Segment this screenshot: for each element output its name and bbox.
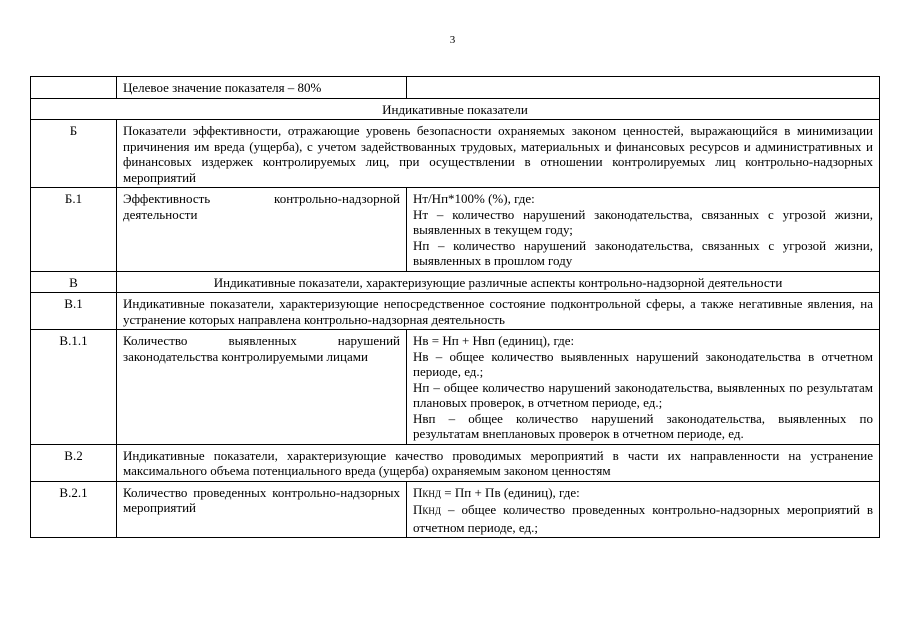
indicator-formula bbox=[407, 188, 880, 272]
formula-line bbox=[413, 485, 873, 503]
formula-line: Нвп – общее количество нарушений законодательства, выявленных по результатам внеплановых проверок в отчетном периоде, ед. bbox=[413, 410, 873, 441]
table-row-target bbox=[31, 77, 880, 99]
empty-cell bbox=[407, 77, 880, 99]
indicator-formula bbox=[407, 481, 880, 538]
indicator-formula bbox=[407, 330, 880, 445]
row-description: Показатели эффективности, отражающие уровень безопасности охраняемых законом ценностей, выражающийся в минимизации причинения им вреда (ущерба), с учетом задействованных трудовых, материальных и финансовых ресурсов и административных и финансовых издержек контролируемых лиц, при осуществлении в отношении контролируемых лиц контрольно-надзорных мероприятий bbox=[117, 120, 880, 188]
indicator-label: Количество проведенных контрольно-надзорных мероприятий bbox=[117, 481, 407, 538]
indicator-label: Эффективность контрольно-надзорной деятельности bbox=[117, 188, 407, 272]
table-row-b1 bbox=[31, 188, 880, 272]
formula-subscript: КНД bbox=[422, 488, 442, 499]
cell-code: В.1.1 bbox=[31, 330, 117, 445]
table-row-v21 bbox=[31, 481, 880, 538]
table-row-indicative-header bbox=[31, 98, 880, 120]
table-row-v2 bbox=[31, 444, 880, 481]
formula-subscript: КНД bbox=[422, 506, 442, 516]
table-row-v bbox=[31, 271, 880, 293]
formula-text: = Пп + Пв (единиц), где: bbox=[441, 484, 580, 500]
formula-text: – общее количество проведенных контрольно-надзорных мероприятий в отчетном периоде, ед.; bbox=[413, 502, 873, 535]
table-row-b bbox=[31, 120, 880, 188]
cell-code bbox=[31, 77, 117, 99]
section-heading: Индикативные показатели, характеризующие различные аспекты контрольно-надзорной деятельности bbox=[117, 271, 880, 293]
formula-line: Нт/Нп*100% (%), где: bbox=[413, 191, 535, 206]
table-row-v1 bbox=[31, 293, 880, 330]
formula-line bbox=[413, 502, 873, 535]
cell-code: Б.1 bbox=[31, 188, 117, 272]
target-value-cell: Целевое значение показателя – 80% bbox=[117, 77, 407, 99]
cell-code: В bbox=[31, 271, 117, 293]
cell-code: В.2.1 bbox=[31, 481, 117, 538]
table-row-v11 bbox=[31, 330, 880, 445]
formula-line: Нп – количество нарушений законодательства, связанных с угрозой жизни, выявленных в прошлом году bbox=[413, 237, 873, 268]
row-description: Индикативные показатели, характеризующие качество проводимых мероприятий в части их направленности на устранение максимального объема потенциального вреда (ущерба) охраняемым законом ценностям bbox=[117, 444, 880, 481]
cell-code: В.2 bbox=[31, 444, 117, 481]
formula-line: Нп – общее количество нарушений законодательства, выявленных по результатам плановых проверок, в отчетном периоде, ед.; bbox=[413, 379, 873, 410]
cell-code: В.1 bbox=[31, 293, 117, 330]
page-number: 3 bbox=[449, 34, 456, 46]
formula-line: Нт – количество нарушений законодательства, связанных с угрозой жизни, выявленных в текущем году; bbox=[413, 206, 873, 237]
formula-line: Нв – общее количество выявленных нарушений законодательства в отчетном периоде, ед.; bbox=[413, 348, 873, 379]
section-heading: Индикативные показатели bbox=[31, 98, 880, 120]
formula-symbol: П bbox=[413, 484, 423, 500]
formula-symbol: П bbox=[413, 502, 423, 517]
cell-code: Б bbox=[31, 120, 117, 188]
row-description: Индикативные показатели, характеризующие непосредственное состояние подконтрольной сферы, а также негативные явления, на устранение которых направлена контрольно-надзорная деятельность bbox=[117, 293, 880, 330]
formula-line: Нв = Нп + Нвп (единиц), где: bbox=[413, 333, 575, 348]
indicator-label: Количество выявленных нарушений законодательства контролируемыми лицами bbox=[117, 330, 407, 445]
indicators-table bbox=[30, 76, 880, 538]
